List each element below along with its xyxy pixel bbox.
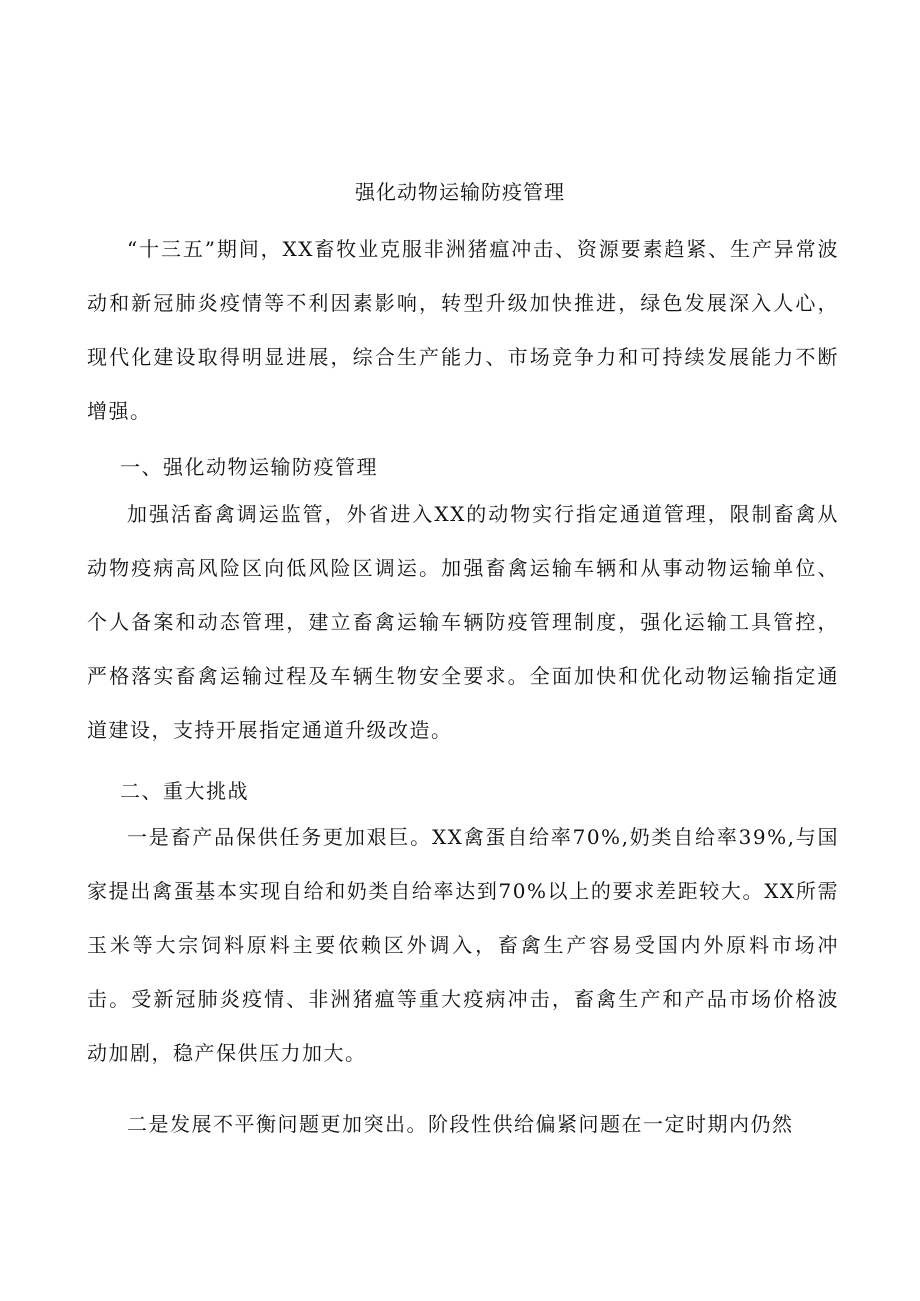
section-2-paragraph-1: 一是畜产品保供任务更加艰巨。XX禽蛋自给率70%,奶类自给率39%,与国家提出禽蛋基本实现自给和奶类自给率达到70%以上的要求差距较大。XX所需玉米等大宗饲料原料主要依赖区外调入，畜禽生产容易受国内外原料市场冲击。受新冠肺炎疫情、非洲猪瘟等重大疫病冲击，畜禽生产和产品市场价格波动加剧，稳产保供压力加大。 bbox=[87, 825, 839, 1065]
document-title: 强化动物运输防疫管理 bbox=[355, 180, 565, 204]
section-1-paragraph: 加强活畜禽调运监管，外省进入XX的动物实行指定通道管理，限制畜禽从动物疫病高风险区向低风险区调运。加强畜禽运输车辆和从事动物运输单位、个人备案和动态管理，建立畜禽运输车辆防疫管理制度，强化运输工具管控，严格落实畜禽运输过程及车辆生物安全要求。全面加快和优化动物运输指定通道建设，支持开展指定通道升级改造。 bbox=[87, 502, 839, 742]
intro-paragraph: “十三五”期间，XX畜牧业克服非洲猪瘟冲击、资源要素趋紧、生产异常波动和新冠肺炎疫情等不利因素影响，转型升级加快推进，绿色发展深入人心，现代化建设取得明显进展，综合生产能力、市场竞争力和可持续发展能力不断增强。 bbox=[87, 237, 839, 423]
section-heading-2: 二、重大挑战 bbox=[120, 779, 249, 803]
section-2-paragraph-2: 二是发展不平衡问题更加突出。阶段性供给偏紧问题在一定时期内仍然 bbox=[127, 1112, 794, 1136]
section-heading-1: 一、强化动物运输防疫管理 bbox=[120, 455, 378, 479]
